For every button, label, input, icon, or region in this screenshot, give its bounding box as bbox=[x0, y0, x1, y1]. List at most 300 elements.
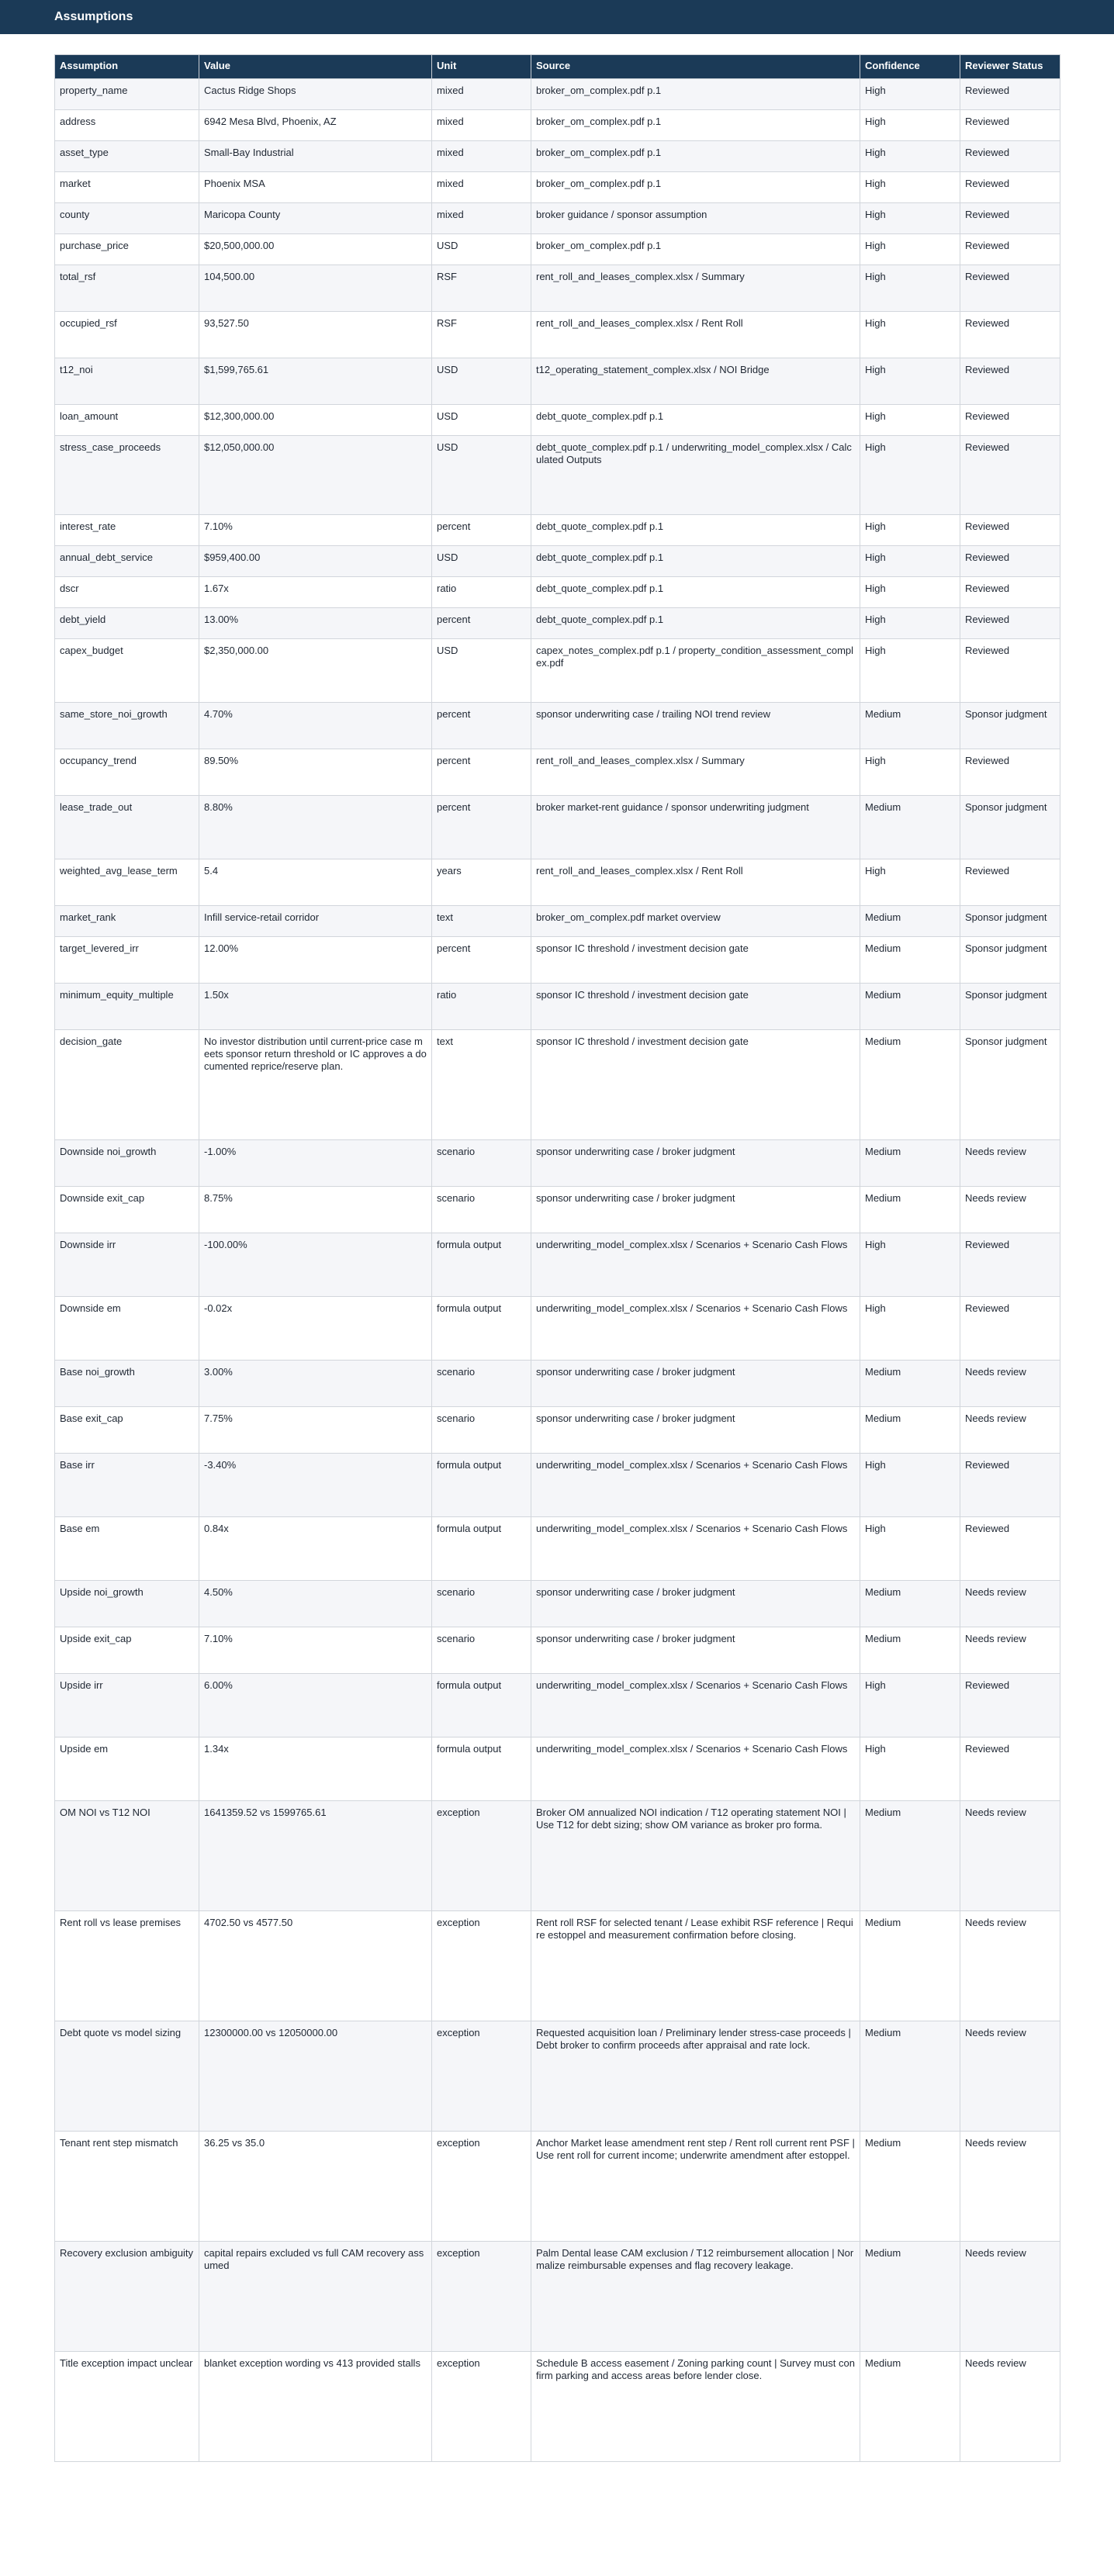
cell-unit: scenario bbox=[432, 1627, 531, 1674]
cell-reviewer-status: Needs review bbox=[960, 2242, 1060, 2352]
cell-reviewer-status: Sponsor judgment bbox=[960, 703, 1060, 749]
cell-value: Maricopa County bbox=[199, 203, 432, 234]
table-row bbox=[55, 1627, 1060, 1674]
cell-value: $959,400.00 bbox=[199, 546, 432, 577]
cell-source: underwriting_model_complex.xlsx / Scenarios + Scenario Cash Flows bbox=[531, 1454, 860, 1517]
cell-unit: USD bbox=[432, 639, 531, 703]
cell-reviewer-status: Needs review bbox=[960, 1801, 1060, 1911]
table-row bbox=[55, 515, 1060, 546]
cell-value: 93,527.50 bbox=[199, 312, 432, 358]
cell-confidence: Medium bbox=[860, 1187, 960, 1233]
cell-confidence: High bbox=[860, 608, 960, 639]
table-row bbox=[55, 1140, 1060, 1187]
cell-assumption: Downside em bbox=[55, 1297, 199, 1361]
cell-confidence: High bbox=[860, 577, 960, 608]
cell-assumption: weighted_avg_lease_term bbox=[55, 859, 199, 906]
cell-unit: USD bbox=[432, 234, 531, 265]
cell-reviewer-status: Reviewed bbox=[960, 639, 1060, 703]
cell-confidence: High bbox=[860, 546, 960, 577]
table-row bbox=[55, 796, 1060, 859]
cell-source: Anchor Market lease amendment rent step / Rent roll current rent PSF | Use rent roll for current income; underwrite amendment after estoppel. bbox=[531, 2132, 860, 2242]
cell-source: debt_quote_complex.pdf p.1 / underwriting_model_complex.xlsx / Calculated Outputs bbox=[531, 436, 860, 515]
cell-assumption: same_store_noi_growth bbox=[55, 703, 199, 749]
cell-source: debt_quote_complex.pdf p.1 bbox=[531, 608, 860, 639]
cell-confidence: Medium bbox=[860, 1407, 960, 1454]
cell-source: rent_roll_and_leases_complex.xlsx / Summary bbox=[531, 749, 860, 796]
cell-confidence: High bbox=[860, 234, 960, 265]
cell-assumption: Base noi_growth bbox=[55, 1361, 199, 1407]
cell-value: $20,500,000.00 bbox=[199, 234, 432, 265]
cell-confidence: High bbox=[860, 110, 960, 141]
cell-confidence: Medium bbox=[860, 2132, 960, 2242]
cell-source: Requested acquisition loan / Preliminary lender stress-case proceeds | Debt broker to confirm proceeds after appraisal and rate lock. bbox=[531, 2021, 860, 2132]
table-row bbox=[55, 639, 1060, 703]
cell-value: 12.00% bbox=[199, 937, 432, 984]
cell-confidence: High bbox=[860, 436, 960, 515]
cell-reviewer-status: Reviewed bbox=[960, 749, 1060, 796]
cell-value: 5.4 bbox=[199, 859, 432, 906]
cell-unit: exception bbox=[432, 2021, 531, 2132]
table-row bbox=[55, 405, 1060, 436]
table-row bbox=[55, 1454, 1060, 1517]
cell-assumption: stress_case_proceeds bbox=[55, 436, 199, 515]
cell-source: debt_quote_complex.pdf p.1 bbox=[531, 577, 860, 608]
cell-unit: scenario bbox=[432, 1187, 531, 1233]
cell-confidence: High bbox=[860, 749, 960, 796]
cell-value: 89.50% bbox=[199, 749, 432, 796]
cell-unit: scenario bbox=[432, 1407, 531, 1454]
cell-assumption: Downside irr bbox=[55, 1233, 199, 1297]
cell-confidence: Medium bbox=[860, 2242, 960, 2352]
cell-value: 3.00% bbox=[199, 1361, 432, 1407]
cell-source: sponsor underwriting case / broker judgment bbox=[531, 1581, 860, 1627]
table-row bbox=[55, 1233, 1060, 1297]
assumptions-table-container bbox=[54, 54, 1060, 2462]
table-row bbox=[55, 1297, 1060, 1361]
table-row bbox=[55, 141, 1060, 172]
cell-reviewer-status: Needs review bbox=[960, 1581, 1060, 1627]
header-row bbox=[55, 55, 1060, 79]
cell-confidence: Medium bbox=[860, 1801, 960, 1911]
cell-assumption: Upside em bbox=[55, 1738, 199, 1801]
cell-source: Broker OM annualized NOI indication / T12 operating statement NOI | Use T12 for debt sizing; show OM variance as broker pro forma. bbox=[531, 1801, 860, 1911]
cell-value: Small-Bay Industrial bbox=[199, 141, 432, 172]
cell-source: broker guidance / sponsor assumption bbox=[531, 203, 860, 234]
cell-value: capital repairs excluded vs full CAM recovery assumed bbox=[199, 2242, 432, 2352]
cell-value: 4.70% bbox=[199, 703, 432, 749]
table-row bbox=[55, 703, 1060, 749]
cell-assumption: Upside noi_growth bbox=[55, 1581, 199, 1627]
cell-source: broker_om_complex.pdf p.1 bbox=[531, 234, 860, 265]
cell-value: 6.00% bbox=[199, 1674, 432, 1738]
cell-source: broker_om_complex.pdf p.1 bbox=[531, 172, 860, 203]
page-title: Assumptions bbox=[54, 10, 133, 23]
table-row bbox=[55, 234, 1060, 265]
cell-reviewer-status: Reviewed bbox=[960, 1297, 1060, 1361]
cell-assumption: Tenant rent step mismatch bbox=[55, 2132, 199, 2242]
table-row bbox=[55, 984, 1060, 1030]
cell-assumption: Base exit_cap bbox=[55, 1407, 199, 1454]
cell-value: $12,050,000.00 bbox=[199, 436, 432, 515]
cell-assumption: purchase_price bbox=[55, 234, 199, 265]
table-row bbox=[55, 577, 1060, 608]
cell-value: blanket exception wording vs 413 provided stalls bbox=[199, 2352, 432, 2462]
cell-value: -3.40% bbox=[199, 1454, 432, 1517]
cell-reviewer-status: Needs review bbox=[960, 2132, 1060, 2242]
cell-value: 6942 Mesa Blvd, Phoenix, AZ bbox=[199, 110, 432, 141]
cell-reviewer-status: Reviewed bbox=[960, 577, 1060, 608]
cell-assumption: debt_yield bbox=[55, 608, 199, 639]
table-row bbox=[55, 1911, 1060, 2021]
cell-reviewer-status: Needs review bbox=[960, 1187, 1060, 1233]
table-row bbox=[55, 1187, 1060, 1233]
table-row bbox=[55, 436, 1060, 515]
cell-reviewer-status: Needs review bbox=[960, 2352, 1060, 2462]
cell-unit: formula output bbox=[432, 1454, 531, 1517]
cell-assumption: annual_debt_service bbox=[55, 546, 199, 577]
cell-reviewer-status: Needs review bbox=[960, 1407, 1060, 1454]
table-row bbox=[55, 203, 1060, 234]
table-row bbox=[55, 937, 1060, 984]
cell-unit: formula output bbox=[432, 1297, 531, 1361]
table-row bbox=[55, 906, 1060, 937]
cell-reviewer-status: Needs review bbox=[960, 1627, 1060, 1674]
cell-source: sponsor underwriting case / broker judgment bbox=[531, 1627, 860, 1674]
cell-assumption: Upside exit_cap bbox=[55, 1627, 199, 1674]
table-row bbox=[55, 2132, 1060, 2242]
cell-source: underwriting_model_complex.xlsx / Scenarios + Scenario Cash Flows bbox=[531, 1233, 860, 1297]
cell-unit: USD bbox=[432, 546, 531, 577]
cell-value: 1641359.52 vs 1599765.61 bbox=[199, 1801, 432, 1911]
cell-confidence: Medium bbox=[860, 906, 960, 937]
cell-confidence: High bbox=[860, 639, 960, 703]
cell-source: underwriting_model_complex.xlsx / Scenarios + Scenario Cash Flows bbox=[531, 1517, 860, 1581]
table-row bbox=[55, 1030, 1060, 1140]
cell-source: underwriting_model_complex.xlsx / Scenarios + Scenario Cash Flows bbox=[531, 1297, 860, 1361]
table-row bbox=[55, 749, 1060, 796]
cell-confidence: High bbox=[860, 1297, 960, 1361]
cell-unit: exception bbox=[432, 2132, 531, 2242]
cell-value: 8.80% bbox=[199, 796, 432, 859]
table-row bbox=[55, 1801, 1060, 1911]
cell-unit: mixed bbox=[432, 79, 531, 110]
cell-confidence: Medium bbox=[860, 984, 960, 1030]
cell-reviewer-status: Reviewed bbox=[960, 141, 1060, 172]
cell-confidence: Medium bbox=[860, 703, 960, 749]
cell-assumption: property_name bbox=[55, 79, 199, 110]
cell-source: sponsor IC threshold / investment decision gate bbox=[531, 1030, 860, 1140]
cell-source: t12_operating_statement_complex.xlsx / NOI Bridge bbox=[531, 358, 860, 405]
cell-reviewer-status: Reviewed bbox=[960, 1738, 1060, 1801]
cell-unit: percent bbox=[432, 703, 531, 749]
cell-confidence: High bbox=[860, 1454, 960, 1517]
cell-unit: exception bbox=[432, 1911, 531, 2021]
cell-source: sponsor underwriting case / broker judgment bbox=[531, 1407, 860, 1454]
cell-reviewer-status: Sponsor judgment bbox=[960, 1030, 1060, 1140]
cell-assumption: occupancy_trend bbox=[55, 749, 199, 796]
column-header-reviewer-status: Reviewer Status bbox=[960, 55, 1060, 79]
cell-source: broker_om_complex.pdf p.1 bbox=[531, 79, 860, 110]
cell-assumption: address bbox=[55, 110, 199, 141]
cell-source: underwriting_model_complex.xlsx / Scenarios + Scenario Cash Flows bbox=[531, 1674, 860, 1738]
cell-confidence: Medium bbox=[860, 1911, 960, 2021]
cell-source: broker_om_complex.pdf p.1 bbox=[531, 141, 860, 172]
cell-confidence: Medium bbox=[860, 2021, 960, 2132]
cell-unit: scenario bbox=[432, 1361, 531, 1407]
cell-reviewer-status: Needs review bbox=[960, 1140, 1060, 1187]
cell-assumption: t12_noi bbox=[55, 358, 199, 405]
cell-value: Infill service-retail corridor bbox=[199, 906, 432, 937]
cell-reviewer-status: Reviewed bbox=[960, 608, 1060, 639]
cell-unit: exception bbox=[432, 1801, 531, 1911]
cell-source: Palm Dental lease CAM exclusion / T12 reimbursement allocation | Normalize reimbursable expenses and flag recovery leakage. bbox=[531, 2242, 860, 2352]
cell-confidence: Medium bbox=[860, 1361, 960, 1407]
cell-reviewer-status: Reviewed bbox=[960, 1454, 1060, 1517]
cell-reviewer-status: Sponsor judgment bbox=[960, 906, 1060, 937]
cell-reviewer-status: Reviewed bbox=[960, 405, 1060, 436]
cell-unit: mixed bbox=[432, 172, 531, 203]
cell-reviewer-status: Reviewed bbox=[960, 436, 1060, 515]
cell-unit: formula output bbox=[432, 1233, 531, 1297]
cell-source: rent_roll_and_leases_complex.xlsx / Rent Roll bbox=[531, 312, 860, 358]
cell-reviewer-status: Reviewed bbox=[960, 234, 1060, 265]
cell-value: 7.10% bbox=[199, 515, 432, 546]
cell-value: 1.67x bbox=[199, 577, 432, 608]
cell-confidence: Medium bbox=[860, 796, 960, 859]
cell-confidence: Medium bbox=[860, 2352, 960, 2462]
column-header-unit: Unit bbox=[432, 55, 531, 79]
cell-unit: RSF bbox=[432, 265, 531, 312]
cell-reviewer-status: Reviewed bbox=[960, 859, 1060, 906]
table-body bbox=[55, 79, 1060, 2462]
cell-assumption: Debt quote vs model sizing bbox=[55, 2021, 199, 2132]
cell-source: sponsor underwriting case / broker judgment bbox=[531, 1361, 860, 1407]
cell-value: 1.34x bbox=[199, 1738, 432, 1801]
cell-confidence: High bbox=[860, 79, 960, 110]
cell-value: 4702.50 vs 4577.50 bbox=[199, 1911, 432, 2021]
cell-value: 104,500.00 bbox=[199, 265, 432, 312]
top-bar bbox=[0, 0, 1114, 34]
cell-unit: mixed bbox=[432, 110, 531, 141]
cell-source: Rent roll RSF for selected tenant / Lease exhibit RSF reference | Require estoppel and measurement confirmation before closing. bbox=[531, 1911, 860, 2021]
cell-unit: percent bbox=[432, 937, 531, 984]
cell-value: -0.02x bbox=[199, 1297, 432, 1361]
cell-reviewer-status: Reviewed bbox=[960, 172, 1060, 203]
cell-confidence: High bbox=[860, 358, 960, 405]
cell-reviewer-status: Reviewed bbox=[960, 110, 1060, 141]
cell-confidence: High bbox=[860, 405, 960, 436]
cell-confidence: High bbox=[860, 515, 960, 546]
table-row bbox=[55, 2021, 1060, 2132]
cell-value: -1.00% bbox=[199, 1140, 432, 1187]
table-row bbox=[55, 110, 1060, 141]
cell-unit: percent bbox=[432, 749, 531, 796]
cell-reviewer-status: Reviewed bbox=[960, 515, 1060, 546]
cell-value: Cactus Ridge Shops bbox=[199, 79, 432, 110]
cell-reviewer-status: Needs review bbox=[960, 2021, 1060, 2132]
cell-source: sponsor underwriting case / broker judgment bbox=[531, 1140, 860, 1187]
cell-assumption: capex_budget bbox=[55, 639, 199, 703]
cell-value: $2,350,000.00 bbox=[199, 639, 432, 703]
cell-reviewer-status: Reviewed bbox=[960, 546, 1060, 577]
cell-assumption: Rent roll vs lease premises bbox=[55, 1911, 199, 2021]
cell-reviewer-status: Needs review bbox=[960, 1911, 1060, 2021]
cell-unit: RSF bbox=[432, 312, 531, 358]
cell-source: debt_quote_complex.pdf p.1 bbox=[531, 546, 860, 577]
table-row bbox=[55, 546, 1060, 577]
cell-confidence: Medium bbox=[860, 1030, 960, 1140]
cell-value: 4.50% bbox=[199, 1581, 432, 1627]
cell-assumption: Base irr bbox=[55, 1454, 199, 1517]
cell-unit: scenario bbox=[432, 1581, 531, 1627]
cell-value: 13.00% bbox=[199, 608, 432, 639]
cell-confidence: Medium bbox=[860, 1581, 960, 1627]
cell-value: $12,300,000.00 bbox=[199, 405, 432, 436]
cell-reviewer-status: Reviewed bbox=[960, 312, 1060, 358]
cell-unit: percent bbox=[432, 515, 531, 546]
cell-assumption: asset_type bbox=[55, 141, 199, 172]
cell-reviewer-status: Reviewed bbox=[960, 203, 1060, 234]
cell-source: debt_quote_complex.pdf p.1 bbox=[531, 515, 860, 546]
cell-confidence: High bbox=[860, 1674, 960, 1738]
cell-confidence: High bbox=[860, 1517, 960, 1581]
cell-unit: percent bbox=[432, 608, 531, 639]
cell-assumption: target_levered_irr bbox=[55, 937, 199, 984]
cell-confidence: High bbox=[860, 312, 960, 358]
table-row bbox=[55, 1738, 1060, 1801]
cell-reviewer-status: Reviewed bbox=[960, 79, 1060, 110]
cell-assumption: decision_gate bbox=[55, 1030, 199, 1140]
cell-reviewer-status: Sponsor judgment bbox=[960, 984, 1060, 1030]
cell-source: broker_om_complex.pdf market overview bbox=[531, 906, 860, 937]
cell-confidence: Medium bbox=[860, 937, 960, 984]
table-row bbox=[55, 1407, 1060, 1454]
cell-value: 36.25 vs 35.0 bbox=[199, 2132, 432, 2242]
table-row bbox=[55, 1674, 1060, 1738]
cell-assumption: loan_amount bbox=[55, 405, 199, 436]
cell-unit: USD bbox=[432, 405, 531, 436]
table-row bbox=[55, 1517, 1060, 1581]
cell-confidence: Medium bbox=[860, 1140, 960, 1187]
cell-value: -100.00% bbox=[199, 1233, 432, 1297]
cell-assumption: total_rsf bbox=[55, 265, 199, 312]
cell-assumption: Downside noi_growth bbox=[55, 1140, 199, 1187]
cell-unit: text bbox=[432, 1030, 531, 1140]
cell-unit: scenario bbox=[432, 1140, 531, 1187]
cell-source: sponsor IC threshold / investment decision gate bbox=[531, 937, 860, 984]
cell-source: sponsor underwriting case / trailing NOI trend review bbox=[531, 703, 860, 749]
cell-unit: formula output bbox=[432, 1674, 531, 1738]
cell-assumption: dscr bbox=[55, 577, 199, 608]
column-header-confidence: Confidence bbox=[860, 55, 960, 79]
cell-reviewer-status: Needs review bbox=[960, 1361, 1060, 1407]
cell-unit: text bbox=[432, 906, 531, 937]
cell-confidence: Medium bbox=[860, 1627, 960, 1674]
cell-source: sponsor IC threshold / investment decision gate bbox=[531, 984, 860, 1030]
table-header bbox=[55, 55, 1060, 79]
cell-reviewer-status: Reviewed bbox=[960, 1233, 1060, 1297]
cell-value: 7.75% bbox=[199, 1407, 432, 1454]
cell-assumption: Title exception impact unclear bbox=[55, 2352, 199, 2462]
cell-confidence: High bbox=[860, 172, 960, 203]
cell-confidence: High bbox=[860, 141, 960, 172]
cell-unit: exception bbox=[432, 2242, 531, 2352]
cell-unit: formula output bbox=[432, 1517, 531, 1581]
cell-unit: years bbox=[432, 859, 531, 906]
cell-source: broker market-rent guidance / sponsor underwriting judgment bbox=[531, 796, 860, 859]
column-header-source: Source bbox=[531, 55, 860, 79]
cell-unit: mixed bbox=[432, 141, 531, 172]
cell-assumption: occupied_rsf bbox=[55, 312, 199, 358]
cell-assumption: interest_rate bbox=[55, 515, 199, 546]
cell-assumption: Recovery exclusion ambiguity bbox=[55, 2242, 199, 2352]
cell-assumption: Base em bbox=[55, 1517, 199, 1581]
cell-unit: USD bbox=[432, 436, 531, 515]
cell-assumption: minimum_equity_multiple bbox=[55, 984, 199, 1030]
cell-source: underwriting_model_complex.xlsx / Scenarios + Scenario Cash Flows bbox=[531, 1738, 860, 1801]
table-row bbox=[55, 608, 1060, 639]
cell-value: 0.84x bbox=[199, 1517, 432, 1581]
cell-source: broker_om_complex.pdf p.1 bbox=[531, 110, 860, 141]
cell-assumption: market_rank bbox=[55, 906, 199, 937]
cell-source: rent_roll_and_leases_complex.xlsx / Rent Roll bbox=[531, 859, 860, 906]
cell-reviewer-status: Reviewed bbox=[960, 1674, 1060, 1738]
cell-value: 7.10% bbox=[199, 1627, 432, 1674]
cell-unit: ratio bbox=[432, 984, 531, 1030]
table-row bbox=[55, 265, 1060, 312]
table-row bbox=[55, 358, 1060, 405]
cell-assumption: Downside exit_cap bbox=[55, 1187, 199, 1233]
table-row bbox=[55, 79, 1060, 110]
table-row bbox=[55, 1361, 1060, 1407]
cell-unit: ratio bbox=[432, 577, 531, 608]
assumptions-table bbox=[54, 54, 1060, 2462]
cell-assumption: lease_trade_out bbox=[55, 796, 199, 859]
cell-unit: mixed bbox=[432, 203, 531, 234]
table-row bbox=[55, 1581, 1060, 1627]
cell-reviewer-status: Sponsor judgment bbox=[960, 796, 1060, 859]
cell-value: $1,599,765.61 bbox=[199, 358, 432, 405]
cell-assumption: OM NOI vs T12 NOI bbox=[55, 1801, 199, 1911]
cell-confidence: High bbox=[860, 203, 960, 234]
cell-value: 12300000.00 vs 12050000.00 bbox=[199, 2021, 432, 2132]
cell-reviewer-status: Sponsor judgment bbox=[960, 937, 1060, 984]
table-row bbox=[55, 2352, 1060, 2462]
cell-confidence: High bbox=[860, 859, 960, 906]
table-row bbox=[55, 172, 1060, 203]
cell-assumption: Upside irr bbox=[55, 1674, 199, 1738]
cell-unit: USD bbox=[432, 358, 531, 405]
cell-confidence: High bbox=[860, 1738, 960, 1801]
cell-assumption: market bbox=[55, 172, 199, 203]
table-row bbox=[55, 859, 1060, 906]
cell-reviewer-status: Reviewed bbox=[960, 265, 1060, 312]
cell-source: sponsor underwriting case / broker judgment bbox=[531, 1187, 860, 1233]
cell-value: Phoenix MSA bbox=[199, 172, 432, 203]
cell-reviewer-status: Reviewed bbox=[960, 358, 1060, 405]
cell-value: 1.50x bbox=[199, 984, 432, 1030]
cell-unit: exception bbox=[432, 2352, 531, 2462]
cell-unit: percent bbox=[432, 796, 531, 859]
cell-source: rent_roll_and_leases_complex.xlsx / Summary bbox=[531, 265, 860, 312]
cell-source: debt_quote_complex.pdf p.1 bbox=[531, 405, 860, 436]
cell-source: Schedule B access easement / Zoning parking count | Survey must confirm parking and access areas before lender close. bbox=[531, 2352, 860, 2462]
cell-value: 8.75% bbox=[199, 1187, 432, 1233]
table-row bbox=[55, 2242, 1060, 2352]
cell-unit: formula output bbox=[432, 1738, 531, 1801]
cell-reviewer-status: Reviewed bbox=[960, 1517, 1060, 1581]
table-row bbox=[55, 312, 1060, 358]
